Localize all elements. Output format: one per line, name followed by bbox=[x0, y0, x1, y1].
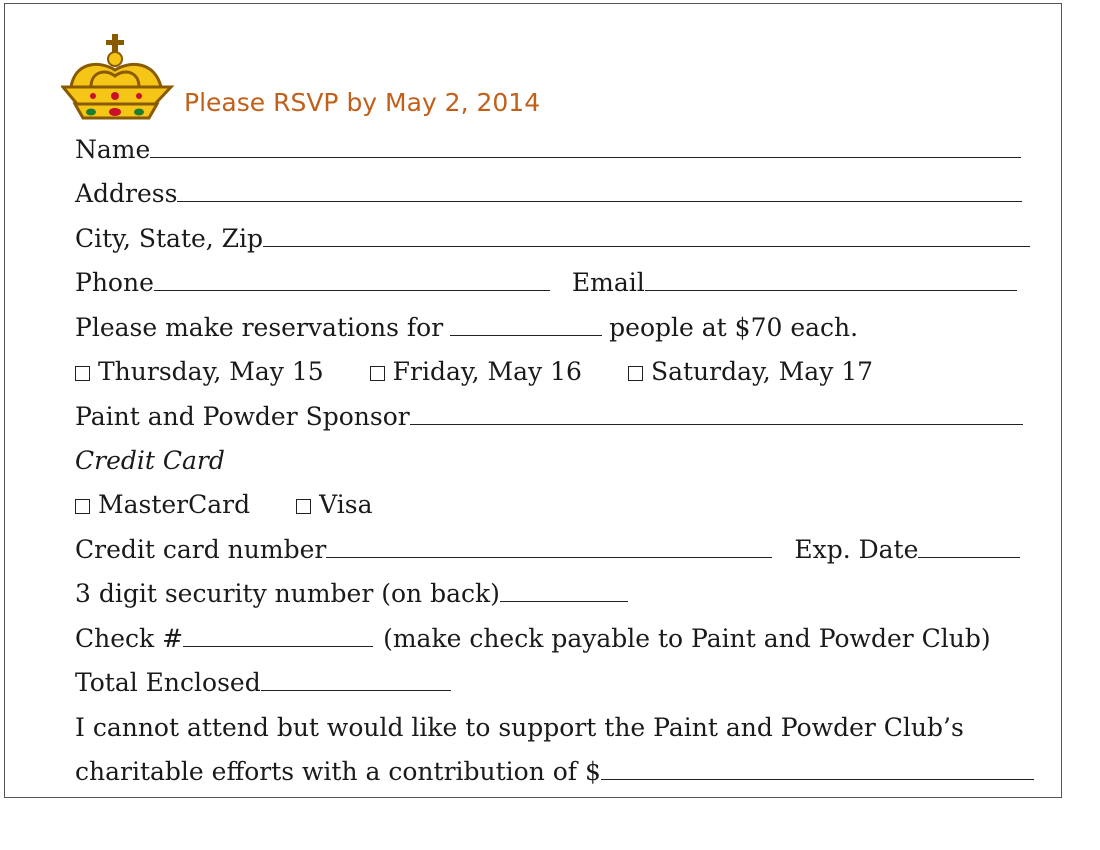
credit-card-heading bbox=[75, 446, 225, 476]
security-field[interactable] bbox=[500, 581, 628, 602]
city-state-zip-field[interactable] bbox=[263, 226, 1030, 247]
thursday-checkbox[interactable] bbox=[75, 366, 90, 381]
cannot-attend-text-2: charitable efforts with a contribution of $ bbox=[75, 757, 601, 786]
thursday-option[interactable] bbox=[75, 357, 324, 387]
reservations-row bbox=[75, 313, 858, 343]
contribution-field[interactable] bbox=[601, 759, 1034, 780]
card-number-label: Credit card number bbox=[75, 535, 327, 564]
cannot-attend-row-1 bbox=[75, 713, 964, 743]
total-field[interactable] bbox=[261, 670, 451, 691]
phone-field[interactable] bbox=[154, 270, 550, 291]
sponsor-field[interactable] bbox=[410, 404, 1023, 425]
thursday-label: Thursday, May 15 bbox=[98, 357, 324, 386]
name-row bbox=[75, 135, 1021, 165]
check-number-field[interactable] bbox=[183, 626, 373, 647]
mastercard-checkbox[interactable] bbox=[75, 499, 90, 514]
email-label: Email bbox=[571, 268, 645, 297]
city-state-zip-label: City, State, Zip bbox=[75, 224, 264, 253]
rsvp-title: Please RSVP by May 2, 2014 bbox=[184, 88, 541, 117]
mastercard-option[interactable] bbox=[75, 490, 250, 520]
exp-date-label: Exp. Date bbox=[794, 535, 919, 564]
friday-option[interactable] bbox=[370, 357, 582, 387]
email-field[interactable] bbox=[645, 270, 1017, 291]
total-row bbox=[75, 668, 451, 698]
sponsor-row bbox=[75, 402, 1023, 432]
reservations-prefix: Please make reservations for bbox=[75, 313, 444, 342]
address-label: Address bbox=[75, 179, 178, 208]
check-row bbox=[75, 624, 991, 654]
saturday-checkbox[interactable] bbox=[628, 366, 643, 381]
cannot-attend-text-1: I cannot attend but would like to support the Paint and Powder Club’s bbox=[75, 713, 964, 742]
saturday-label: Saturday, May 17 bbox=[650, 357, 874, 386]
visa-checkbox[interactable] bbox=[296, 499, 311, 514]
address-field[interactable] bbox=[177, 181, 1022, 202]
check-label: Check # bbox=[75, 624, 184, 653]
visa-label: Visa bbox=[319, 490, 373, 519]
name-field[interactable] bbox=[150, 137, 1021, 158]
card-number-field[interactable] bbox=[326, 537, 772, 558]
crown-icon bbox=[61, 32, 175, 124]
phone-label: Phone bbox=[75, 268, 154, 297]
name-label: Name bbox=[75, 135, 151, 164]
friday-checkbox[interactable] bbox=[370, 366, 385, 381]
saturday-option[interactable] bbox=[628, 357, 873, 387]
card-type-row bbox=[75, 490, 372, 520]
exp-date-field[interactable] bbox=[918, 537, 1020, 558]
reservations-suffix: people at $70 each. bbox=[609, 313, 859, 342]
phone-email-row bbox=[75, 268, 1017, 298]
check-note: (make check payable to Paint and Powder Club) bbox=[383, 624, 991, 653]
visa-option[interactable] bbox=[296, 490, 372, 520]
address-row bbox=[75, 179, 1022, 209]
mastercard-label: MasterCard bbox=[98, 490, 251, 519]
cannot-attend-row-2 bbox=[75, 757, 1034, 787]
card-number-row bbox=[75, 535, 1020, 565]
dates-row bbox=[75, 357, 873, 387]
security-row bbox=[75, 579, 628, 609]
total-label: Total Enclosed bbox=[75, 668, 261, 697]
people-count-field[interactable] bbox=[450, 315, 602, 336]
security-label: 3 digit security number (on back) bbox=[75, 579, 500, 608]
city-row bbox=[75, 224, 1030, 254]
credit-card-heading-text: Credit Card bbox=[75, 446, 225, 475]
sponsor-label: Paint and Powder Sponsor bbox=[75, 402, 410, 431]
friday-label: Friday, May 16 bbox=[392, 357, 582, 386]
